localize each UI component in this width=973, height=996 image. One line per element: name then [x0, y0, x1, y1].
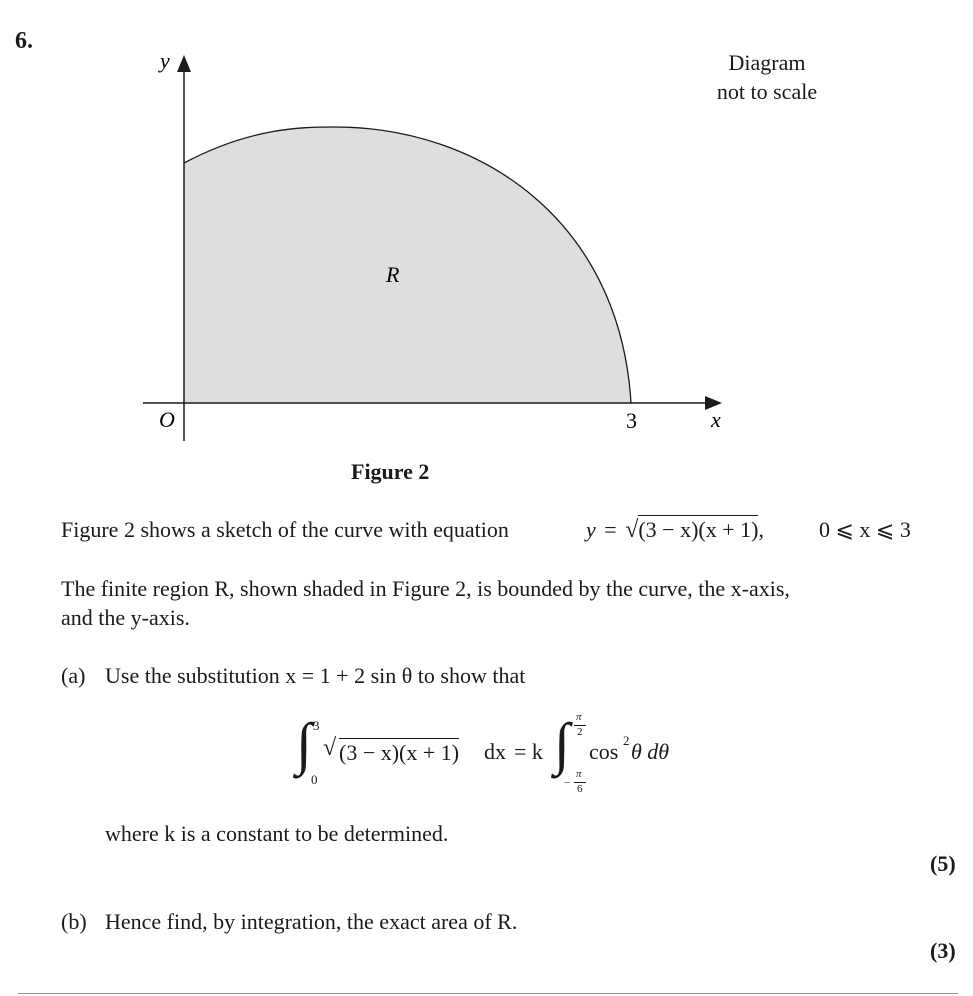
- rhs-lower-sign: −: [564, 777, 571, 789]
- equation-comma: ,: [758, 517, 764, 542]
- y-axis-arrow-icon: [177, 55, 191, 72]
- rhs-lower-num: π: [576, 768, 582, 780]
- figure-caption: Figure 2: [351, 459, 430, 484]
- region-description-line2: and the y-axis.: [61, 605, 190, 630]
- curve-equation: [586, 517, 764, 544]
- part-b-text: Hence find, by integration, the exact area of R.: [105, 909, 518, 934]
- figure-2-diagram: [0, 0, 973, 460]
- equals-k: = k: [514, 739, 543, 764]
- rhs-rest: θ dθ: [631, 739, 670, 764]
- rhs-lower-den: 6: [577, 783, 583, 795]
- rhs-upper-num: π: [576, 711, 582, 723]
- rhs-integrand: cos: [589, 739, 619, 764]
- y-axis-label: y: [160, 48, 170, 73]
- rhs-upper-den: 2: [577, 726, 583, 738]
- region-label: R: [386, 262, 400, 287]
- region-description-line1: The finite region R, shown shaded in Figure 2, is bounded by the curve, the x-axis,: [61, 576, 790, 601]
- equation-lhs: y: [586, 517, 596, 542]
- equation-eq: =: [604, 517, 617, 542]
- question-number: 6.: [15, 28, 33, 54]
- sqrt-icon-lhs: √: [323, 735, 337, 761]
- sqrt-icon: √: [625, 517, 639, 543]
- integral-identity: [296, 706, 696, 800]
- differential-dx: dx: [484, 739, 506, 764]
- integral-upper-limit: 3: [313, 718, 320, 733]
- integral-sign-rhs-icon: ∫: [554, 711, 570, 776]
- page-divider: [18, 993, 958, 994]
- integral-lower-limit: 0: [311, 772, 318, 787]
- shaded-region-r: [184, 127, 631, 403]
- part-a-followup: where k is a constant to be determined.: [105, 821, 449, 846]
- part-b-marks: (3): [930, 938, 956, 963]
- integral-sign-icon: ∫: [296, 711, 312, 776]
- part-b-label: (b): [61, 909, 87, 934]
- domain: 0 ⩽ x ⩽ 3: [819, 517, 911, 542]
- x-axis-label: x: [711, 407, 721, 432]
- part-a-marks: (5): [930, 851, 956, 876]
- intro-text: Figure 2 shows a sketch of the curve with equation: [61, 517, 509, 542]
- origin-label: O: [159, 407, 175, 432]
- diagram-note-line1: Diagram: [728, 50, 806, 75]
- diagram-note-line2: not to scale: [716, 79, 818, 104]
- integrand: (3 − x)(x + 1): [339, 740, 460, 765]
- rhs-power: 2: [623, 733, 630, 748]
- part-a-label: (a): [61, 663, 86, 688]
- equation-radicand: (3 − x)(x + 1): [638, 517, 759, 542]
- x-tick-label: 3: [626, 408, 637, 433]
- part-a-text: Use the substitution x = 1 + 2 sin θ to show that: [105, 663, 526, 688]
